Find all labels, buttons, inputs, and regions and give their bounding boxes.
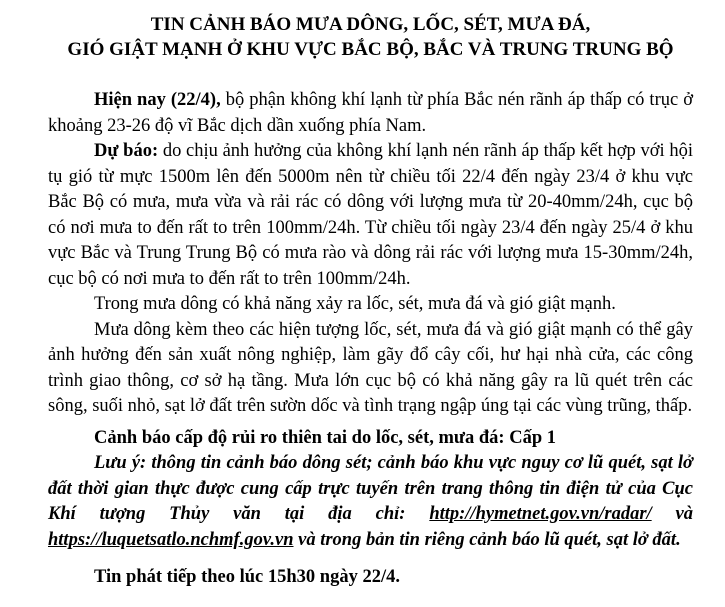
title-line-1: TIN CẢNH BÁO MƯA DÔNG, LỐC, SÉT, MƯA ĐÁ, — [150, 14, 591, 35]
impact-paragraph: Mưa dông kèm theo các hiện tượng lốc, sét, mưa đá và gió giật mạnh có thể gây ảnh hưởng đến sản xuất nông nghiệp, làm gãy đổ cây cối, hư hại nhà cửa, các công trình giao thông, cơ sở hạ tầng. Mưa lớn cục bộ có khả năng gây ra lũ quét trên các sông, suối nhỏ, sạt lở đất trên sườn dốc và tình trạng ngập úng tại các vùng trũng, thấp. — [48, 319, 693, 416]
note-tail-text: và trong bản tin riêng cảnh báo lũ quét, sạt lở đất. — [293, 529, 681, 550]
bulletin-title — [48, 12, 693, 62]
risk-level-heading — [48, 426, 693, 452]
note-connector: và — [651, 504, 693, 524]
current-situation-label: Hiện nay (22/4), — [94, 90, 221, 110]
current-situation-text: bộ phận không khí lạnh từ phía Bắc nén rãnh áp thấp có trục ở khoảng 23-26 độ vĩ Bắc dịch dần xuống phía Nam. — [48, 90, 694, 136]
forecast-paragraph — [48, 139, 693, 292]
radar-link[interactable]: http://hymetnet.gov.vn/radar/ — [429, 504, 652, 524]
title-line-2: GIÓ GIẬT MẠNH Ở KHU VỰC BẮC BỘ, BẮC VÀ TRUNG TRUNG BỘ — [67, 39, 674, 60]
next-update-paragraph: Tin phát tiếp theo lúc 15h30 ngày 22/4. — [94, 567, 400, 587]
flash-flood-link[interactable]: https://luquetsatlo.nchmf.gov.vn — [48, 529, 294, 550]
thunderstorm-paragraph: Trong mưa dông có khả năng xảy ra lốc, sét, mưa đá và gió giật mạnh. — [94, 294, 616, 314]
current-situation-paragraph — [48, 88, 693, 139]
forecast-label: Dự báo: — [94, 141, 159, 161]
risk-level-text: Cảnh báo cấp độ rủi ro thiên tai do lốc, sét, mưa đá: Cấp 1 — [94, 427, 556, 448]
warning-bulletin — [48, 0, 693, 591]
forecast-text: do chịu ảnh hưởng của không khí lạnh nén rãnh áp thấp kết hợp với hội tụ gió từ mực 1500m lên đến 5000m nên từ chiều tối 22/4 đến ngày 23/4 ở khu vực Bắc Bộ có mưa, mưa vừa và rải rác có dông với lượng mưa từ 20-40mm/24h, cục bộ có nơi mưa to đến rất to trên 100mm/24h. Từ chiều tối ngày 23/4 đến ngày 25/4 ở khu vực Bắc và Trung Trung Bộ có mưa rào và dông rải rác với lượng mưa 15-30mm/24h, cục bộ có nơi mưa to đến rất to trên 100mm/24h. — [48, 141, 693, 289]
note-text: Lưu ý: thông tin cảnh báo dông sét; cảnh báo khu vực nguy cơ lũ quét, sạt lở đất thời gian thực được cung cấp trực tuyến trên trang thông tin điện tử của Cục Khí tượng Thủy văn tại địa chỉ: — [48, 453, 693, 524]
note-paragraph — [48, 451, 693, 553]
